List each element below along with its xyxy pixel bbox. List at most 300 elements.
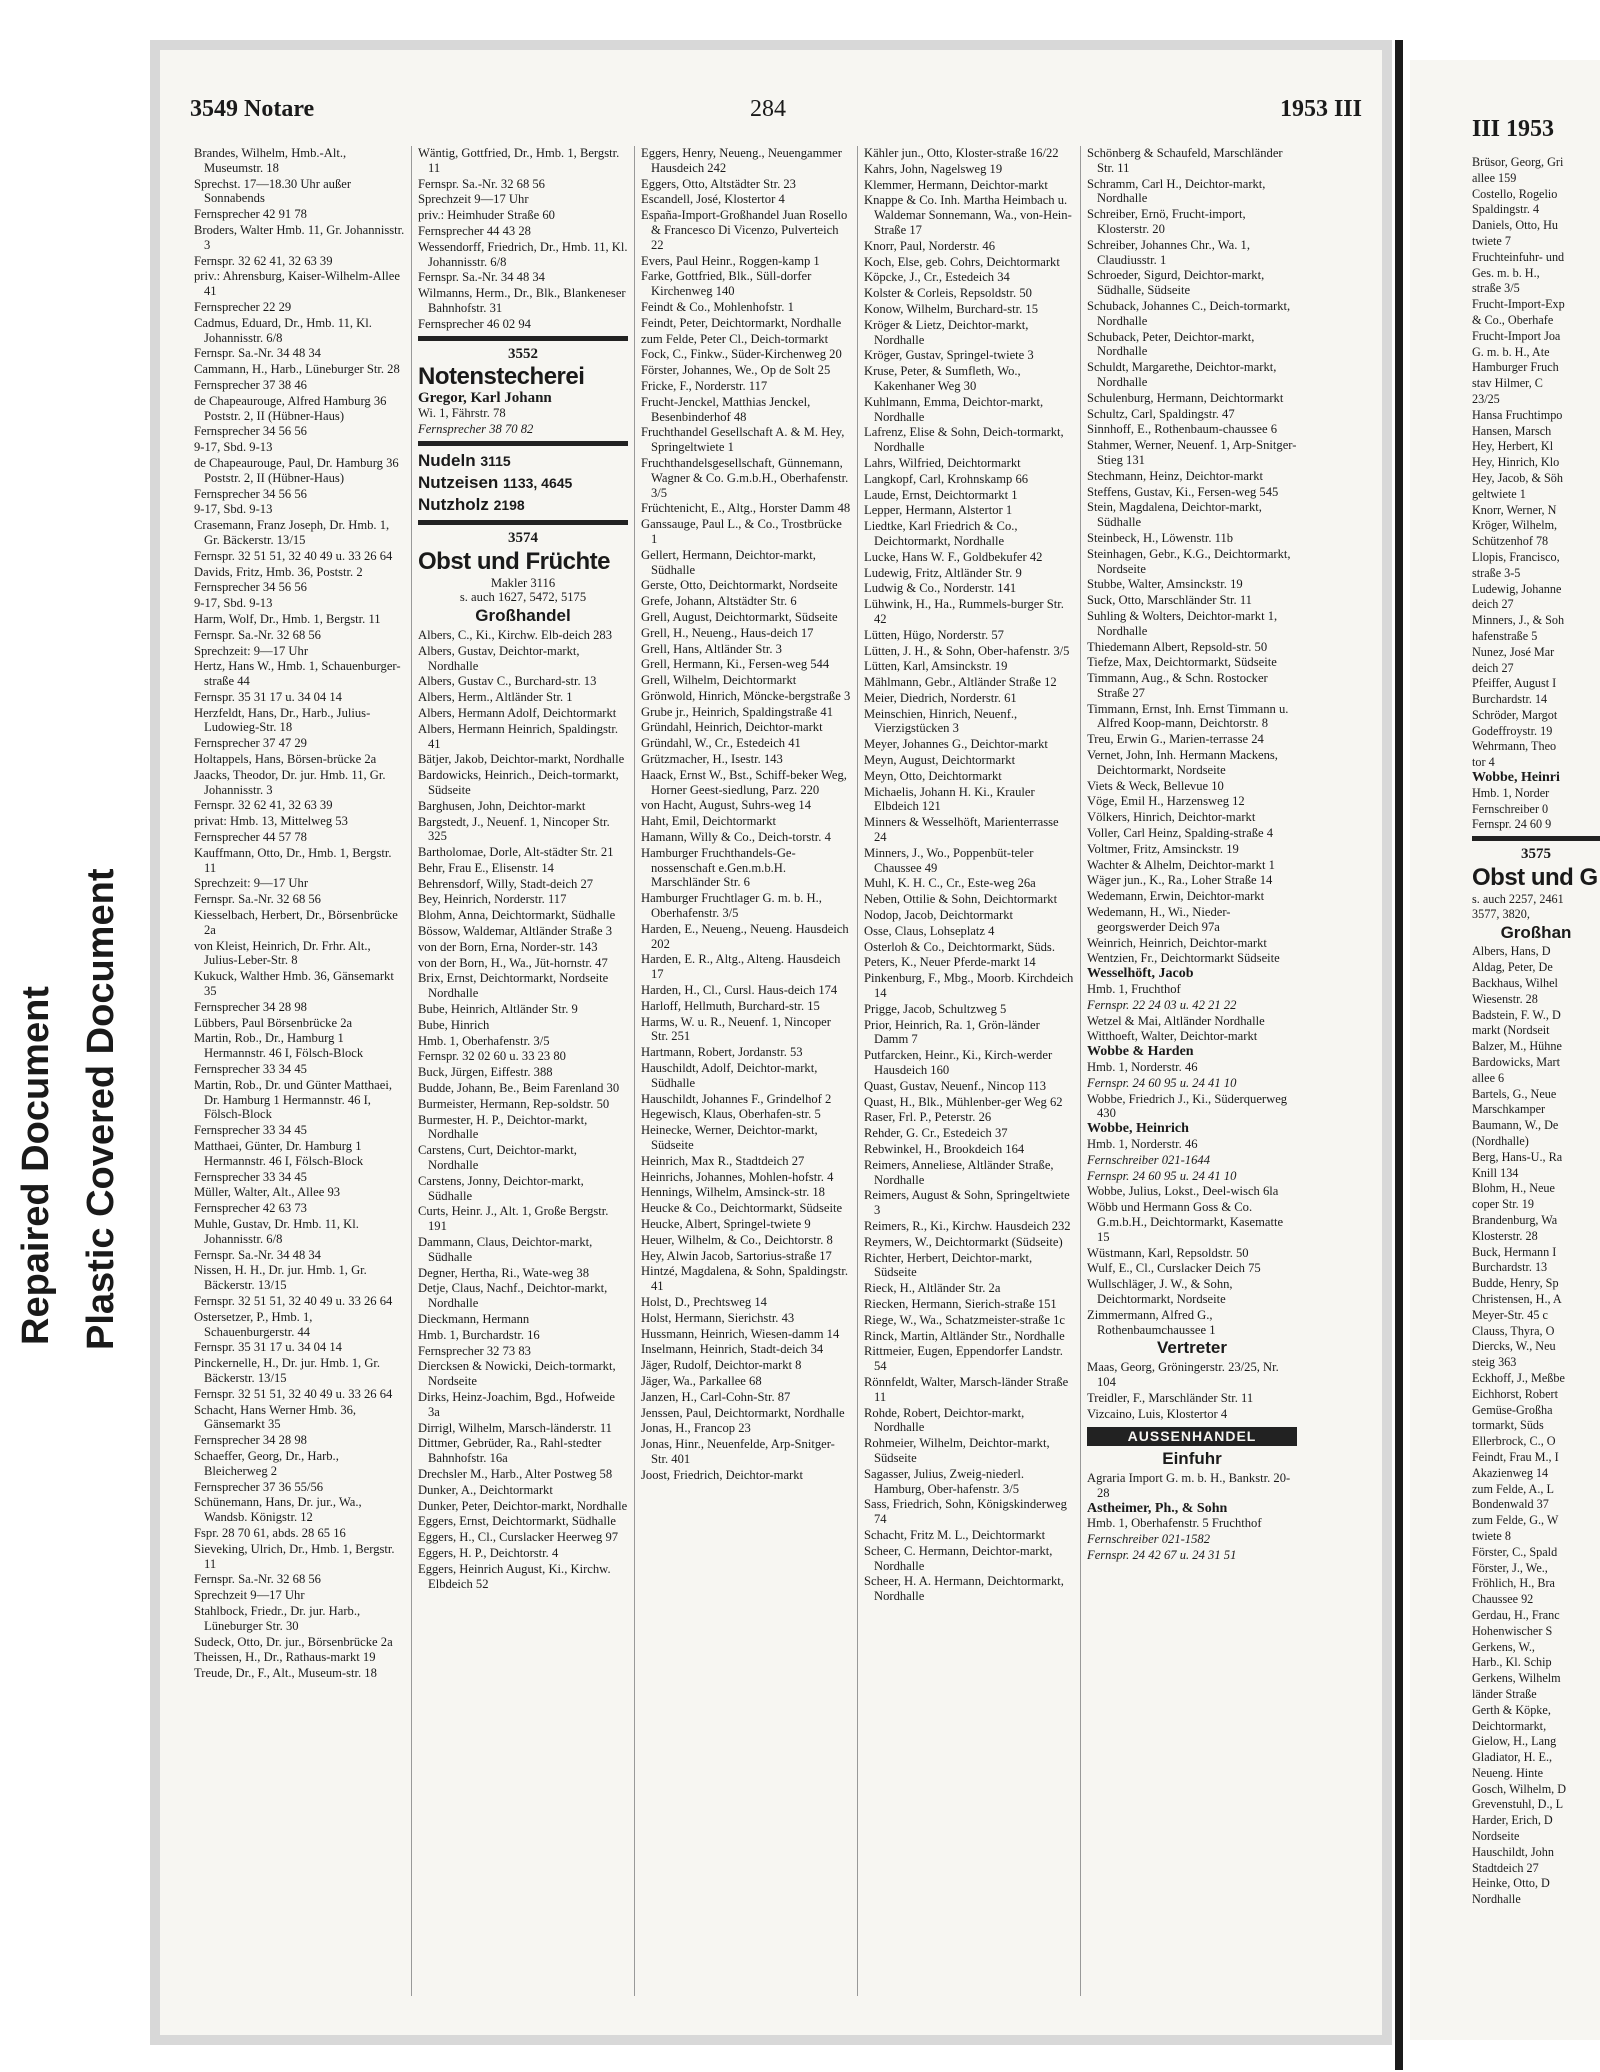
list-item: twiete 7 [1472, 233, 1511, 248]
list-item: Meyer, Johannes G., Deichtor-markt [864, 737, 1048, 752]
adjacent-list [1472, 944, 1600, 1907]
list-item: Fernspr. Sa.-Nr. 34 48 34 [418, 270, 545, 285]
list-item: Brandenburg, Wa [1472, 1213, 1558, 1227]
list-item: Broders, Walter Hmb. 11, Gr. Johannisstr. 3 [194, 222, 405, 252]
list-item: Rieck, H., Altländer Str. 2a [864, 1281, 1001, 1296]
list-item: Laude, Ernst, Deichtormarkt 1 [864, 487, 1018, 502]
reference-number: 2198 [493, 496, 525, 513]
subheading-grosshandel: Großhandel [475, 606, 571, 626]
subheading-einfuhr: Einfuhr [1162, 1449, 1222, 1469]
list-item: Eggers, Heinrich August, Ki., Kirchw. Elbdeich 52 [418, 1561, 611, 1591]
list-item: Fruchthandelsgesellschaft, Günnemann, Wagner & Co. G.m.b.H., Oberhafenstr. 3/5 [641, 455, 849, 500]
list-item: Ludewig, Johanne [1472, 581, 1562, 596]
list-item: Drechsler M., Harb., Alter Postweg 58 [418, 1466, 613, 1481]
list-item: von der Born, H., Wa., Jüt-hornstr. 47 [418, 955, 608, 970]
list-item: Suhling & Wolters, Deichtor-markt 1, Nordhalle [1087, 608, 1278, 638]
section-title-obst: Obst und Früchte [418, 547, 610, 575]
list-item: Hertz, Hans W., Hmb. 1, Schauenburger-straße 44 [194, 659, 401, 689]
list-item: straße 3/5 [1472, 281, 1520, 296]
listing-telex: Fernschreiber 021-1582 [1087, 1532, 1210, 1547]
list-item: tor 4 [1472, 755, 1495, 770]
list-item: zum Felde, Peter Cl., Deich-tormarkt [641, 331, 829, 346]
list-item: Harden, E. R., Altg., Alteng. Hausdeich 17 [641, 952, 841, 982]
list-item: Schacht, Hans Werner Hmb. 36, Gänsemarkt 35 [194, 1402, 357, 1432]
list-item: Bey, Heinrich, Norderstr. 117 [418, 892, 567, 907]
list-item: Grell, Hans, Altländer Str. 3 [641, 641, 782, 656]
list-item: Akazienweg 14 [1472, 1465, 1549, 1480]
list-item: Fernspr. Sa.-Nr. 32 68 56 [418, 176, 545, 191]
list-item: Hamburger Fruchthandels-Ge-nossenschaft e.Gen.m.b.H. Marschländer Str. 6 [641, 845, 796, 890]
list-item: Frucht-Import-Exp [1472, 297, 1565, 312]
list-item: Sagasser, Julius, Zweig-niederl. Hamburg, Ober-hafenstr. 3/5 [864, 1466, 1025, 1496]
list-item: Feindt, Frau M., I [1472, 1449, 1559, 1464]
list-item: Nissen, H. H., Dr. jur. Hmb. 1, Gr. Bäckerstr. 13/15 [194, 1263, 367, 1293]
section-number: 3575 [1521, 846, 1551, 863]
list-item: Gerth & Köpke, [1472, 1702, 1551, 1717]
list-item: Wedemann, Erwin, Deichtor-markt [1087, 889, 1265, 904]
adjacent-column [1410, 155, 1600, 1908]
list-item: Behr, Frau E., Elisenstr. 14 [418, 860, 554, 875]
list-item: Hohenwischer S [1472, 1623, 1553, 1638]
adjacent-list [1472, 786, 1600, 832]
list-item: Bätjer, Jakob, Deichtor-markt, Nordhalle [418, 752, 625, 767]
list-item: Fernspr. Sa.-Nr. 32 68 56 [194, 627, 321, 642]
list-item: Raser, Frl. P., Peterstr. 26 [864, 1110, 992, 1125]
list-item: 9-17, Sbd. 9-13 [194, 502, 273, 517]
list-item: Lütten, Hügo, Norderstr. 57 [864, 627, 1004, 642]
list-item: Gerkens, W., [1472, 1639, 1535, 1654]
list-item: Crasemann, Franz Joseph, Dr. Hmb. 1, Gr. Bäckerstr. 13/15 [194, 518, 390, 547]
list-item: straße 3-5 [1472, 565, 1521, 580]
section-divider [418, 520, 628, 525]
list-item: Schützenhof 78 [1472, 534, 1549, 549]
list-item: Wedemann, H., Wi., Nieder-georgswerder Deich 97a [1087, 905, 1231, 934]
list-item: Viets & Weck, Bellevue 10 [1087, 778, 1224, 793]
list-item: Harder, Erich, D [1472, 1813, 1553, 1828]
directory-page [160, 50, 1382, 2035]
list-item: Michaelis, Johann H. Ki., Krauler Elbdeich 121 [864, 784, 1035, 814]
list-item: Richter, Herbert, Deichtor-markt, Südseite [864, 1250, 1033, 1280]
list-item: Schönberg & Schaufeld, Marschländer Str. 11 [1087, 146, 1283, 175]
adjacent-list [1472, 155, 1600, 770]
listing-name: Astheimer, Ph., & Sohn [1087, 1500, 1228, 1516]
list-item: Bössow, Waldemar, Altländer Straße 3 [418, 924, 612, 939]
adjacent-page-header: III 1953 [1472, 116, 1555, 142]
list-item: Förster, C., Spald [1472, 1544, 1558, 1559]
list-item: Kuhlmann, Emma, Deichtor-markt, Nordhalle [864, 394, 1044, 424]
list-item: Hmb. 1, Oberhafenstr. 3/5 [418, 1033, 550, 1048]
list-item: Wetzel & Mai, Altländer Nordhalle [1087, 1013, 1265, 1028]
list-item: Davids, Fritz, Hmb. 36, Poststr. 2 [194, 564, 363, 579]
list-item: Grönwold, Hinrich, Möncke-bergstraße 3 [641, 688, 851, 703]
list-item: Feindt & Co., Mohlenhofstr. 1 [641, 299, 794, 314]
list-item: Grell, Hermann, Ki., Fersen-weg 544 [641, 657, 830, 672]
list-item: España-Import-Großhandel Juan Rosello & Francesco Di Vicenzo, Pulverteich 22 [641, 208, 848, 252]
list-item: Hussmann, Heinrich, Wiesen-damm 14 [641, 1326, 840, 1341]
list-item: Baumann, W., De [1472, 1118, 1559, 1133]
list-item: Matthaei, Günter, Dr. Hamburg 1 Hermannstr. 46 I, Fölsch-Block [194, 1139, 364, 1168]
list-item: Evers, Paul Heinr., Roggen-kamp 1 [641, 253, 820, 268]
list-item: Hauschildt, Johannes F., Grindelhof 2 [641, 1091, 832, 1106]
list-item: Brix, Ernst, Deichtormarkt, Nordseite Nordhalle [418, 971, 609, 1001]
list-item: Langkopf, Carl, Krohnskamp 66 [864, 471, 1029, 486]
list-item: Wäger jun., K., Ra., Loher Straße 14 [1087, 873, 1273, 888]
list-item: Bardowicks, Mart [1472, 1055, 1561, 1070]
reference-name: Nudeln [418, 450, 476, 470]
list-item: Albers, Hermann Adolf, Deichtormarkt [418, 705, 617, 720]
list-item: Mählmann, Gebr., Altländer Straße 12 [864, 675, 1057, 690]
list-item: Gellert, Hermann, Deichtor-markt, Südhalle [641, 547, 816, 577]
makler-note: Makler 3116 [490, 575, 556, 590]
list-item: Harloff, Hellmuth, Burchard-str. 15 [641, 998, 820, 1013]
list-item: Muhle, Gustav, Dr. Hmb. 11, Kl. Johannisstr. 6/8 [194, 1216, 359, 1246]
list-item: Brüsor, Georg, Gri [1472, 155, 1564, 169]
list-item: Gemüse-Großha [1472, 1402, 1553, 1417]
list-item: Martin, Rob., Dr. und Günter Matthaei, Dr. Hamburg 1 Hermannstr. 46 I, Fölsch-Block [194, 1077, 392, 1122]
see-also-note: s. auch 2257, 2461 [1472, 892, 1564, 907]
list-item: Farke, Gottfried, Blk., Süll-dorfer Kirchenweg 140 [641, 269, 812, 299]
list-item: Stein, Magdalena, Deichtor-markt, Südhalle [1087, 500, 1262, 530]
reference-nudeln [418, 450, 628, 472]
list-item: twiete 8 [1472, 1528, 1511, 1543]
list-item: Wäntig, Gottfried, Dr., Hmb. 1, Bergstr. 11 [418, 146, 620, 175]
list-item: Gladiator, H. E., [1472, 1750, 1553, 1765]
column-3 [634, 146, 857, 1996]
list-item: allee 6 [1472, 1070, 1505, 1085]
wholesale-list-cont [1087, 146, 1297, 966]
list-item: Gerste, Otto, Deichtormarkt, Nordseite [641, 578, 838, 593]
list-item: Fernsprecher 34 28 98 [194, 1433, 307, 1448]
list-item: Gielow, H., Lang [1472, 1734, 1557, 1749]
list-item: Voltmer, Fritz, Amsinckstr. 19 [1087, 841, 1239, 856]
list-item: Schramm, Carl H., Deichtor-markt, Nordhalle [1087, 176, 1266, 206]
list-item: Frucht-Import Joa [1472, 328, 1561, 343]
list-item: Frucht-Jenckel, Matthias Jenckel, Besenbinderhof 48 [641, 394, 811, 424]
list-item: Sinnhoff, E., Rothenbaum-chaussee 6 [1087, 422, 1278, 437]
list-item: Pinkenburg, F., Mbg., Moorb. Kirchdeich 14 [864, 971, 1074, 1001]
subheading-vertreter: Vertreter [1157, 1338, 1227, 1358]
list-item: Janzen, H., Carl-Cohn-Str. 87 [641, 1389, 791, 1404]
list-item: Fernsprecher 46 02 94 [418, 316, 531, 331]
list-item: Clauss, Thyra, O [1472, 1323, 1555, 1338]
listing-name: Gregor, Karl Johann [418, 390, 552, 407]
list-item: Carstens, Jonny, Deichtor-markt, Südhalle [418, 1173, 584, 1203]
column-4 [857, 146, 1080, 1996]
list-item: Lütten, Karl, Amsinckstr. 19 [864, 659, 1008, 674]
list-item: Schaeffer, Georg, Dr., Harb., Bleicherweg 2 [194, 1448, 339, 1478]
list-item: zum Felde, G., W [1472, 1513, 1559, 1528]
list-item: Wilmanns, Herm., Dr., Blk., Blankeneser Bahnhofstr. 31 [418, 286, 626, 315]
list-item: Liedtke, Karl Friedrich & Co., Deichtormarkt, Nordhalle [864, 519, 1018, 548]
list-item: Fernspr. 35 31 17 u. 34 04 14 [194, 1340, 342, 1355]
list-item: Suck, Otto, Marschländer Str. 11 [1087, 593, 1252, 608]
header-section-label: 3549 Notare [190, 96, 315, 122]
list-item: Wentzien, Fr., Deichtormarkt Südseite [1087, 951, 1280, 966]
list-item: hafenstraße 5 [1472, 628, 1538, 643]
list-item: Bartholomae, Dorle, Alt-städter Str. 21 [418, 845, 614, 860]
list-item: Prior, Heinrich, Ra. 1, Grön-länder Damm 7 [864, 1017, 1040, 1047]
list-item: Minners, J., Wo., Poppenbüt-teler Chaussee 49 [864, 845, 1034, 875]
list-item: privat: Hmb. 13, Mittelweg 53 [194, 814, 348, 829]
list-item: Wiesenstr. 28 [1472, 991, 1538, 1006]
list-item: deich 27 [1472, 660, 1514, 675]
list-item: Christensen, H., A [1472, 1291, 1562, 1306]
list-item: Thiedemann Albert, Repsold-str. 50 [1087, 639, 1268, 654]
list-item: Barghusen, John, Deichtor-markt [418, 798, 586, 813]
list-item: Meyn, Otto, Deichtormarkt [864, 768, 1002, 783]
list-item: Fock, C., Finkw., Süder-Kirchenweg 20 [641, 347, 842, 362]
list-item: Förster, J., We., [1472, 1560, 1548, 1575]
list-item: Dammann, Claus, Deichtor-markt, Südhalle [418, 1235, 593, 1264]
reference-name: Nutzholz [418, 494, 489, 514]
list-item: Eggers, H., Cl., Curslacker Heerweg 97 [418, 1530, 619, 1545]
list-item: Harm, Wolf, Dr., Hmb. 1, Bergstr. 11 [194, 611, 381, 626]
import-list [1087, 1471, 1297, 1501]
listing-name: Wobbe, Heinri [1472, 770, 1560, 786]
column-1 [188, 146, 411, 1996]
list-item: Fernspr. 32 51 51, 32 40 49 u. 33 26 64 [194, 1293, 393, 1308]
list-item: Brandes, Wilhelm, Hmb.-Alt., Museumstr. 18 [194, 146, 347, 175]
list-item: Hey, Hinrich, Klo [1472, 455, 1560, 470]
list-item: Reimers, R., Ki., Kirchw. Hausdeich 232 [864, 1218, 1071, 1233]
list-item: Koch, Else, geb. Cohrs, Deichtormarkt [864, 254, 1060, 269]
list-item: Wehrmann, Theo [1472, 739, 1557, 754]
wholesale-list-cont [1087, 1184, 1297, 1337]
see-also-note: s. auch 1627, 5472, 5175 [459, 590, 587, 605]
reference-nutzholz [418, 494, 628, 516]
list-item: Zimmermann, Alfred G., Rothenbaumchaussee 1 [1087, 1307, 1216, 1337]
list-item: Jonas, Hinr., Neuenfelde, Arp-Snitger-Str. 401 [641, 1437, 835, 1466]
list-item: Meyer-Str. 45 c [1472, 1307, 1548, 1322]
list-item: Bube, Hinrich [418, 1017, 490, 1032]
list-item: Scheer, C. Hermann, Deichtor-markt, Nordhalle [864, 1543, 1053, 1573]
list-item: Bargstedt, J., Neuenf. 1, Nincoper Str. 325 [418, 814, 610, 844]
listing-name: Wobbe & Harden [1087, 1044, 1194, 1060]
section-divider [1472, 836, 1600, 841]
list-item: Ludwig & Co., Norderstr. 141 [864, 581, 1017, 596]
list-item: Kukuck, Walther Hmb. 36, Gänsemarkt 35 [194, 969, 394, 999]
list-item: Hauschildt, Adolf, Deichtor-markt, Südhalle [641, 1061, 818, 1090]
list-item: Fernsprecher 37 38 46 [194, 377, 307, 392]
list-item: Nunez, José Mar [1472, 644, 1555, 659]
list-item: Wulf, E., Cl., Curslacker Deich 75 [1087, 1261, 1261, 1276]
list-item: Harden, E., Neueng., Neueng. Hausdeich 202 [641, 921, 849, 951]
list-item: Eggers, Ernst, Deichtormarkt, Südhalle [418, 1514, 616, 1529]
list-item: Bondenwald 37 [1472, 1497, 1549, 1512]
list-item: Ganssauge, Paul L., & Co., Trostbrücke 1 [641, 517, 842, 546]
list-item: 9-17, Sbd. 9-13 [194, 440, 273, 455]
reference-name: Nutzeisen [418, 472, 499, 492]
list-item: Reymers, W., Deichtormarkt (Südseite) [864, 1234, 1063, 1249]
list-item: Fröhlich, H., Bra [1472, 1576, 1555, 1591]
list-item: Kiesselbach, Herbert, Dr., Börsenbrücke 2a [194, 908, 398, 937]
list-item: Stadtdeich 27 [1472, 1860, 1539, 1875]
list-item: Heinke, Otto, D [1472, 1876, 1550, 1891]
list-item: Kahrs, John, Nagelsweg 19 [864, 161, 1003, 176]
list-item: Fernsprecher 34 56 56 [194, 424, 307, 439]
listing-address: Hmb. 1, Fruchthof [1087, 982, 1181, 997]
list-item: Burmester, H. P., Deichtor-markt, Nordhalle [418, 1112, 588, 1142]
list-item: Witthoeft, Walter, Deichtor-markt [1087, 1029, 1258, 1044]
list-item: Fernspr. Sa.-Nr. 34 48 34 [194, 346, 321, 361]
list-item: Backhaus, Wilhel [1472, 976, 1558, 991]
list-item: Jaacks, Theodor, Dr. jur. Hmb. 11, Gr. Johannisstr. 3 [194, 767, 386, 797]
list-item: deich 27 [1472, 597, 1514, 612]
wholesale-list-cont [1087, 1092, 1297, 1122]
list-item: Stahmer, Werner, Neuenf. 1, Arp-Snitger-Stieg 131 [1087, 438, 1297, 467]
list-item: Eggers, H. P., Deichtorstr. 4 [418, 1545, 559, 1560]
list-item: Albers, Gustav C., Burchard-str. 13 [418, 674, 597, 689]
list-item: Sprechzeit: 9—17 Uhr [194, 876, 309, 891]
list-item: Albers, Herm., Altländer Str. 1 [418, 690, 573, 705]
list-item: Hey, Herbert, Kl [1472, 439, 1554, 454]
list-item: stav Hilmer, C [1472, 376, 1543, 391]
list-item: Steinhagen, Gebr., K.G., Deichtormarkt, Nordseite [1087, 546, 1291, 576]
list-item: coper Str. 19 [1472, 1197, 1534, 1212]
list-item: Dunker, Peter, Deichtor-markt, Nordhalle [418, 1498, 628, 1513]
list-item: Fernspr. 32 51 51, 32 40 49 u. 33 26 64 [194, 1386, 393, 1401]
list-item: Wachter & Alhelm, Deichtor-markt 1 [1087, 857, 1275, 872]
reference-nutzeisen [418, 472, 628, 494]
list-item: Holst, D., Prechtsweg 14 [641, 1294, 767, 1309]
list-item: Vizcaino, Luis, Klostertor 4 [1087, 1406, 1228, 1421]
list-item: Osterloh & Co., Deichtormarkt, Süds. [864, 939, 1055, 954]
list-item: Fernsprecher 33 34 45 [194, 1169, 307, 1184]
list-item: Fernsprecher 37 47 29 [194, 736, 307, 751]
list-item: Marschkamper [1472, 1102, 1546, 1117]
list-item: Hegewisch, Klaus, Oberhafen-str. 5 [641, 1107, 821, 1122]
list-item: Reimers, August & Sohn, Springeltwiete 3 [864, 1188, 1070, 1218]
list-item: Hartmann, Robert, Jordanstr. 53 [641, 1045, 803, 1060]
list-item: Rittmeier, Eugen, Eppendorfer Landstr. 54 [864, 1344, 1063, 1374]
list-item: Schröder, Margot [1472, 707, 1558, 722]
list-item: Jenssen, Paul, Deichtormarkt, Nordhalle [641, 1405, 845, 1420]
list-item: Cammann, H., Harb., Lüneburger Str. 28 [194, 362, 400, 377]
listing-address: Hmb. 1, Norderstr. 46 [1087, 1060, 1198, 1075]
adjacent-page [1410, 60, 1600, 2040]
list-item: Dieckmann, Hermann [418, 1312, 530, 1326]
list-item: Fernsprecher 37 36 55/56 [194, 1479, 324, 1494]
list-item: 23/25 [1472, 391, 1500, 406]
list-item: Rebwinkel, H., Brookdeich 164 [864, 1142, 1025, 1156]
subheading-grosshandel: Großhan [1500, 922, 1572, 942]
repaired-document-label: Repaired Document [15, 986, 57, 1345]
list-item: Gründahl, W., Cr., Estedeich 41 [641, 736, 801, 751]
list-item: Lucke, Hans W. F., Goldbekufer 42 [864, 549, 1043, 564]
list-item: Bardowicks, Heinrich., Deich-tormarkt, Südseite [418, 768, 619, 797]
list-item: Grefe, Johann, Altstädter Str. 6 [641, 594, 797, 609]
list-item: Heucke & Co., Deichtormarkt, Südseite [641, 1201, 843, 1216]
list-item: Scheer, H. A. Hermann, Deichtormarkt, Nordhalle [864, 1574, 1064, 1604]
list-item: Nordseite [1472, 1829, 1520, 1844]
list-item: Minners, J., & Soh [1472, 613, 1565, 628]
see-also-note: 3577, 3820, [1472, 906, 1530, 921]
list-item: Schultz, Carl, Spaldingstr. 47 [1087, 406, 1235, 421]
list-item: Buck, Jürgen, Eiffestr. 388 [418, 1065, 553, 1080]
list-item: priv.: Heimhuder Straße 60 [418, 208, 555, 223]
listing-phone: Fernspr. 24 60 95 u. 24 41 10 [1087, 1075, 1237, 1090]
list-item: Aldag, Peter, De [1472, 960, 1553, 975]
list-item: Heuer, Wilhelm, & Co., Deichtorstr. 8 [641, 1232, 833, 1247]
list-item: de Chapeaurouge, Paul, Dr. Hamburg 36 Poststr. 2, II (Hübner-Haus) [194, 455, 399, 485]
list-item: Rönnfeldt, Walter, Marsch-länder Straße 11 [864, 1374, 1069, 1404]
list-item: Rohde, Robert, Deichtor-markt, Nordhalle [864, 1405, 1025, 1435]
list-item: Ludewig, Fritz, Altländer Str. 9 [864, 565, 1022, 580]
list-item: Knappe & Co. Inh. Martha Heimbach u. Waldemar Sonnemann, Wa., von-Hein-Straße 17 [864, 193, 1072, 237]
listing-telex: Fernschreiber 021-1644 [1087, 1152, 1210, 1167]
list-item: Heucke, Albert, Springel-twiete 9 [641, 1216, 811, 1231]
list-item: steig 363 [1472, 1355, 1517, 1370]
list-item: Stahlbock, Friedr., Dr. jur. Harb., Lüneburger Str. 30 [194, 1603, 361, 1633]
list-item: Costello, Rogelio [1472, 186, 1558, 201]
list-item: Lübbers, Paul Börsenbrücke 2a [194, 1015, 353, 1030]
list-item: zum Felde, A., L [1472, 1481, 1554, 1496]
list-item: Völkers, Hinrich, Deichtor-markt [1087, 810, 1256, 825]
list-item: & Co., Oberhafe [1472, 312, 1554, 327]
list-item: Hey, Jacob, & Söh [1472, 470, 1563, 485]
plastic-covered-document-label: Plastic Covered Document [80, 868, 122, 1350]
listing-phone: Fernsprecher 38 70 82 [418, 421, 534, 436]
list-item: Treude, Dr., F., Alt., Museum-str. 18 [194, 1666, 377, 1681]
list-item: Kröger, Wilhelm, [1472, 518, 1558, 533]
list-item: Hamburger Fruchtlager G. m. b. H., Oberhafenstr. 3/5 [641, 891, 822, 921]
list-item: Meyn, August, Deichtormarkt [864, 753, 1016, 768]
list-item: Burchardstr. 13 [1472, 1260, 1548, 1275]
listing-phone: Fernspr. 22 24 03 u. 42 21 22 [1087, 997, 1237, 1012]
list-item: Gerkens, Wilhelm [1472, 1671, 1561, 1686]
list-item: Buck, Hermann I [1472, 1244, 1557, 1259]
list-item: Holtappels, Hans, Börsen-brücke 2a [194, 752, 377, 767]
list-item: Hmb. 1, Burchardstr. 16 [418, 1327, 540, 1342]
wholesale-list-cont [1087, 1014, 1297, 1045]
list-item: Blohm, H., Neue [1472, 1181, 1555, 1196]
reference-number: 1133, 4645 [503, 474, 573, 491]
list-item: Grell, August, Deichtormarkt, Südseite [641, 609, 838, 624]
column-2 [411, 146, 634, 1996]
list-item: Gosch, Wilhelm, D [1472, 1781, 1567, 1796]
list-item: 9-17, Sbd. 9-13 [194, 596, 273, 611]
list-item: Reimers, Anneliese, Altländer Straße, Nordhalle [864, 1157, 1054, 1187]
list-item: Blohm, Anna, Deichtormarkt, Südhalle [418, 908, 616, 923]
list-item: Balzer, M., Hühne [1472, 1039, 1562, 1054]
list-item: Eggers, Henry, Neueng., Neuengammer Hausdeich 242 [641, 146, 842, 175]
list-item: Knorr, Werner, N [1472, 502, 1557, 517]
list-item: von Kleist, Heinrich, Dr. Frhr. Alt., Julius-Leber-Str. 8 [194, 938, 371, 968]
list-item: Degner, Hertha, Ri., Wate-weg 38 [418, 1265, 590, 1280]
list-item: Pfeiffer, August I [1472, 676, 1557, 691]
list-item: Ellerbrock, C., O [1472, 1434, 1556, 1449]
list-item: Dirks, Heinz-Joachim, Bgd., Hofweide 3a [418, 1389, 615, 1419]
list-item: Bube, Heinrich, Altländer Str. 9 [418, 1002, 578, 1017]
list-item: Lepper, Hermann, Alstertor 1 [864, 503, 1013, 518]
list-item: Fernsprecher 34 56 56 [194, 486, 307, 501]
list-item: Fernsprecher 22 29 [194, 299, 292, 314]
list-item: Jonas, H., Francop 23 [641, 1421, 751, 1436]
list-item: Schulenburg, Hermann, Deichtormarkt [1087, 390, 1284, 405]
list-item: Kröger & Lietz, Deichtor-markt, Nordhalle [864, 317, 1029, 347]
list-item: Riecken, Hermann, Sierich-straße 151 [864, 1296, 1057, 1311]
list-item: Burchardstr. 14 [1472, 692, 1548, 707]
list-item: de Chapeaurouge, Alfred Hamburg 36 Poststr. 2, II (Hübner-Haus) [194, 393, 387, 423]
list-item: Ges. m. b. H., [1472, 265, 1540, 280]
list-item: Schuldt, Margarethe, Deichtor-markt, Nordhalle [1087, 360, 1277, 389]
list-item: Vöge, Emil H., Harzensweg 12 [1087, 794, 1245, 809]
list-item: Budde, Johann, Be., Beim Farenland 30 [418, 1081, 620, 1096]
scanner-margin [0, 0, 150, 2072]
list-item: Minners & Wesselhöft, Marienterrasse 24 [864, 815, 1059, 845]
list-item: Rehder, G. Cr., Estedeich 37 [864, 1126, 1008, 1141]
list-item: Fernspr. Sa.-Nr. 32 68 56 [194, 892, 321, 907]
